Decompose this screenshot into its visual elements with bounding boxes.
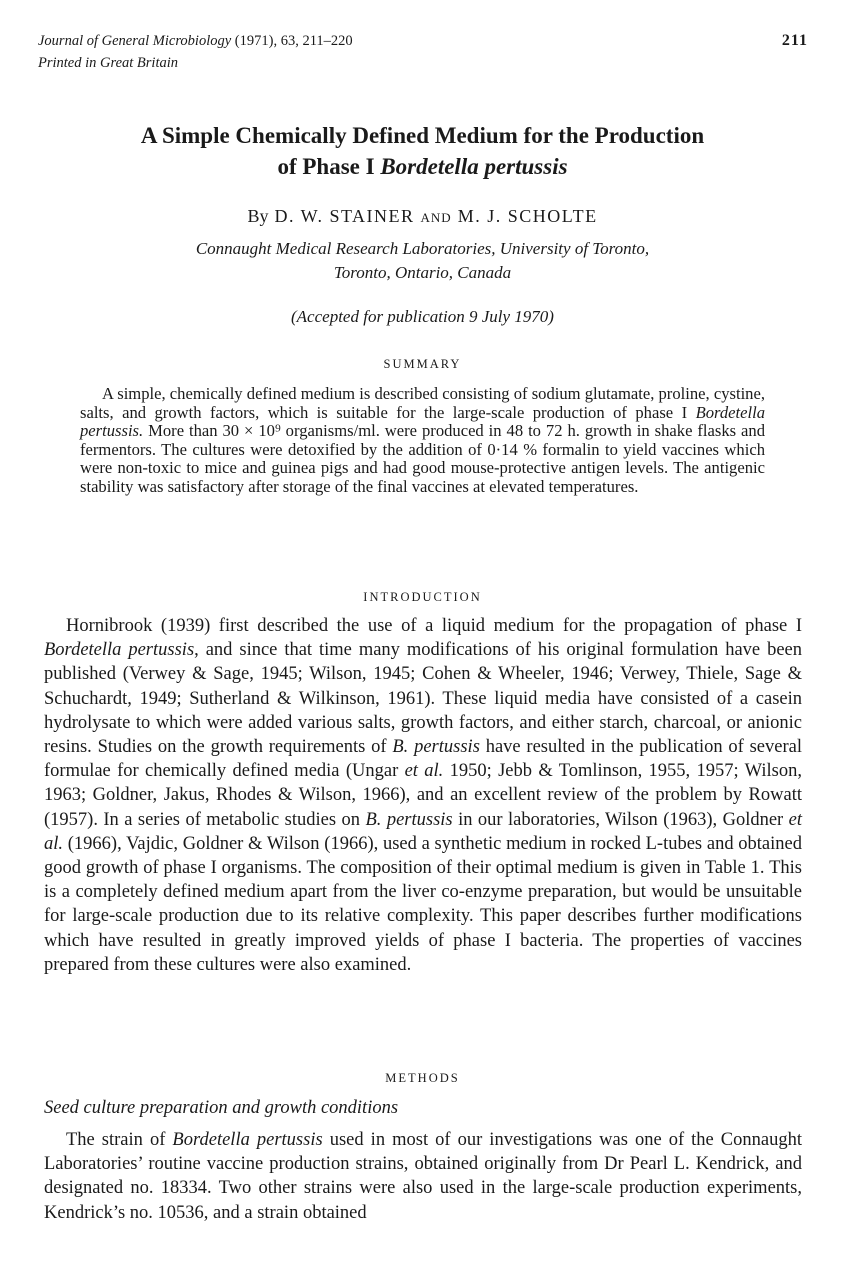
intro-text-6: (1966), Vajdic, Goldner & Wilson (1966), used a synthetic medium in rocked L-tubes and obtained good growth of phase I organisms. The composition of their optimal medium is given in Table 1. This is a completely defined medium apart from the liver co-enzyme preparation, but would be unsuitable for large-scale production due to its relative complexity. This paper describes further modifications which have resulted in greatly improved yields of phase I bacteria. The properties of vaccines prepared from these cultures were also examined. (44, 833, 802, 975)
methods-text-1: The strain of (66, 1130, 173, 1150)
intro-text-3: have resulted in the publication of several formulae for chemically defined media (Ungar (44, 737, 802, 782)
journal-citation (38, 30, 808, 52)
intro-species-1: Bordetella pertussis (44, 640, 195, 661)
intro-etal-2: et al. (44, 809, 803, 854)
affiliation-line-2: Toronto, Ontario, Canada (333, 263, 512, 282)
author-1: D. W. STAINER (274, 206, 415, 226)
methods-heading: METHODS (385, 1071, 460, 1085)
title-prefix: of Phase I (277, 154, 381, 179)
title-species: Bordetella pertussis (380, 154, 568, 179)
intro-text-1: Hornibrook (1939) first described the use of a liquid medium for the propagation of phase I (66, 616, 802, 636)
intro-text-4: 1950; Jebb & Tomlinson, 1955, 1957; Wilson, 1963; Goldner, Jakus, Rhodes & Wilson, 1966), and an excellent review of the problem by Rowatt (1957). In a series of metabolic studies on (44, 761, 802, 830)
title-line-2 (40, 151, 805, 182)
journal-name: Journal of General Microbiology (38, 33, 232, 49)
author-byline (40, 206, 805, 227)
intro-species-2: B. pertussis (392, 737, 480, 758)
introduction-paragraph (44, 614, 802, 977)
introduction-heading: INTRODUCTION (363, 590, 482, 604)
methods-body (44, 1128, 802, 1225)
author-2: M. J. SCHOLTE (457, 206, 598, 226)
intro-species-3: B. pertussis (365, 809, 453, 830)
article-title (40, 120, 805, 182)
methods-species: Bordetella pertussis (172, 1130, 323, 1150)
and-word: AND (420, 210, 452, 225)
accepted-date: (Accepted for publication 9 July 1970) (291, 307, 554, 326)
methods-text-2: used in most of our investigations was one of the Connaught Laboratories’ routine vaccine production strains, obtained originally from Dr Pearl L. Kendrick, and designated no. 18334. Two other strains were also used in the large-scale production experiments, Kendrick’s no. 10536, and a strain obtained (44, 1130, 802, 1223)
intro-text-2: , and since that time many modifications of his original formulation have been published (Verwey & Sage, 1945; Wilson, 1945; Cohen & Wheeler, 1946; Verwey, Thiele, Sage & Schuchardt, 1949; Sutherland & Wilkinson, 1961). These liquid media have consisted of a casein hydrolysate to which were added various salts, growth factors, and either starch, charcoal, or anionic resins. Studies on the growth requirements of (44, 640, 802, 758)
summary-paragraph (80, 385, 765, 497)
intro-text-5: in our laboratories, Wilson (1963), Goldner (452, 809, 789, 830)
journal-citation-details: (1971), 63, 211–220 (234, 33, 353, 49)
affiliation (40, 237, 805, 285)
page-number: 211 (781, 32, 808, 49)
by-word: By (247, 206, 269, 226)
running-header (38, 30, 808, 74)
summary-species: Bordetella pertussis. (80, 402, 765, 441)
printed-note: Printed in Great Britain (38, 55, 179, 71)
methods-paragraph (44, 1128, 802, 1225)
introduction-body (44, 614, 802, 977)
summary-abstract (80, 385, 765, 497)
summary-heading: SUMMARY (383, 357, 462, 371)
title-line-1: A Simple Chemically Defined Medium for the Production (140, 123, 705, 148)
affiliation-line-1: Connaught Medical Research Laboratories, University of Toronto, (195, 239, 650, 258)
summary-text-1: A simple, chemically defined medium is described consisting of sodium glutamate, proline, cystine, salts, and growth factors, which is suitable for the large-scale production of phase I (80, 384, 765, 422)
methods-subheading: Seed culture preparation and growth conditions (44, 1098, 399, 1118)
summary-text-2: More than 30 × 10⁹ organisms/ml. were produced in 48 to 72 h. growth in shake flasks and fermentors. The cultures were detoxified by the addition of 0·14 % formalin to yield vaccines which were non-toxic to mice and guinea pigs and had good mouse-protective antigen levels. The antigenic stability was satisfactory after storage of the final vaccines at elevated temperatures. (80, 421, 765, 496)
intro-etal-1: et al. (404, 761, 444, 782)
